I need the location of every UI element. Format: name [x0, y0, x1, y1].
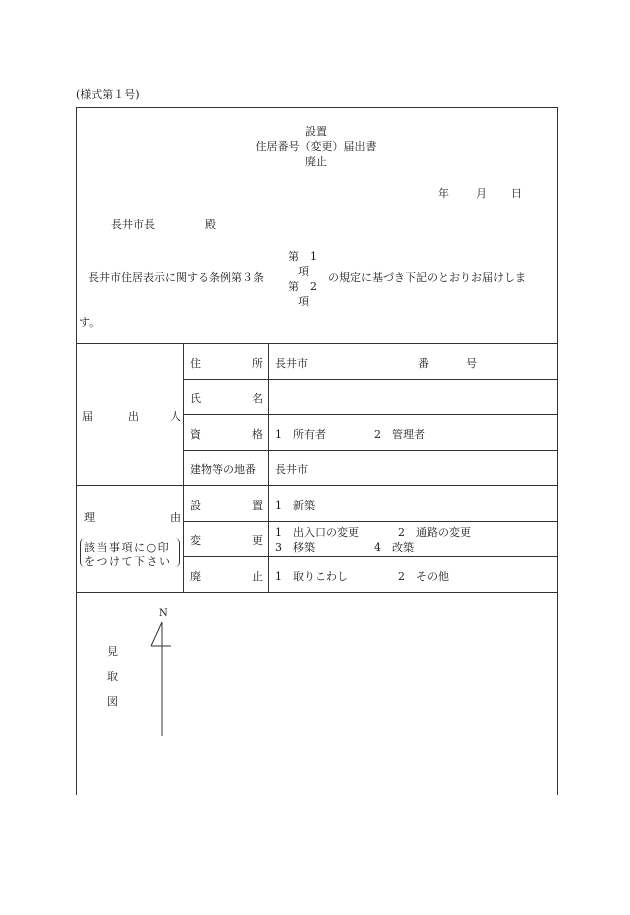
reason-change-entrance: 1 出入口の変更 — [275, 526, 359, 539]
notifier-label-char: 出 — [128, 410, 139, 423]
section-divider — [76, 485, 557, 486]
reason-label-end: 由 — [170, 511, 181, 524]
address-label-end: 所 — [252, 357, 263, 370]
qualification-label-end: 格 — [252, 428, 263, 441]
sketch-label-char: 取 — [107, 670, 118, 683]
name-label: 氏 — [190, 392, 201, 405]
body-paragraph-1: 第 1 — [288, 250, 317, 263]
north-label: N — [159, 608, 168, 619]
reason-abolish-label: 廃 — [190, 570, 201, 583]
name-label-end: 名 — [252, 392, 263, 405]
row-divider — [183, 450, 557, 451]
sketch-label-char: 見 — [107, 645, 118, 658]
row-divider — [183, 556, 557, 557]
qualification-manager: 2 管理者 — [374, 428, 425, 441]
addressee-honorific: 殿 — [205, 218, 216, 231]
reason-setup-label: 設 — [190, 499, 201, 512]
address-label: 住 — [190, 357, 201, 370]
body-lead: 長井市住居表示に関する条例第３条 — [88, 271, 264, 284]
date-year: 年 — [438, 187, 449, 200]
reason-change-rebuild: 4 改築 — [374, 541, 414, 554]
reason-change-relocate: 3 移築 — [275, 541, 315, 554]
reason-label: 理 — [84, 511, 95, 524]
table-top-border — [76, 343, 557, 344]
house-number-label: 番 — [418, 357, 429, 370]
qualification-owner: 1 所有者 — [275, 428, 326, 441]
house-number-label-end: 号 — [466, 357, 477, 370]
form-number-label: (様式第１号) — [76, 88, 140, 101]
body-paragraph-2-unit: 項 — [298, 295, 309, 308]
row-divider — [183, 379, 557, 380]
date-month: 月 — [476, 187, 487, 200]
reason-change-passage: 2 通路の変更 — [398, 526, 471, 539]
reason-abolish-other: 2 その他 — [398, 570, 449, 583]
north-arrow-icon — [145, 618, 175, 740]
notifier-label-char: 人 — [170, 410, 181, 423]
body-wrap: す。 — [79, 316, 101, 329]
body-paragraph-2: 第 2 — [288, 280, 317, 293]
reason-change-label-end: 更 — [252, 534, 263, 547]
building-lot-city: 長井市 — [275, 463, 308, 476]
reason-setup-new-build: 1 新築 — [275, 499, 315, 512]
column-divider — [183, 343, 184, 592]
body-paragraph-1-unit: 項 — [298, 265, 309, 278]
reason-note: をつけて下さい — [84, 555, 172, 568]
address-city: 長井市 — [275, 357, 308, 370]
column-divider — [268, 343, 269, 592]
reason-abolish-demolish: 1 取りこわし — [275, 570, 348, 583]
qualification-label: 資 — [190, 428, 201, 441]
reason-change-label: 変 — [190, 534, 201, 547]
title-option-abolish: 廃止 — [305, 155, 327, 168]
addressee-name: 長井市長 — [111, 218, 155, 231]
body-rest: の規定に基づき下記のとおりお届けしま — [328, 271, 526, 284]
reason-note: 該当事項に○印 — [84, 541, 171, 554]
form-title: 住居番号（変更）届出書 — [255, 140, 377, 153]
reason-abolish-label-end: 止 — [252, 570, 263, 583]
notifier-label-char: 届 — [82, 410, 93, 423]
row-divider — [183, 414, 557, 415]
table-bottom-border — [76, 592, 557, 593]
building-lot-label: 建物等の地番 — [190, 463, 256, 476]
sketch-label-char: 図 — [107, 695, 118, 708]
row-divider — [183, 521, 557, 522]
reason-setup-label-end: 置 — [252, 499, 263, 512]
date-day: 日 — [511, 187, 522, 200]
title-option-setup: 設置 — [305, 125, 327, 138]
